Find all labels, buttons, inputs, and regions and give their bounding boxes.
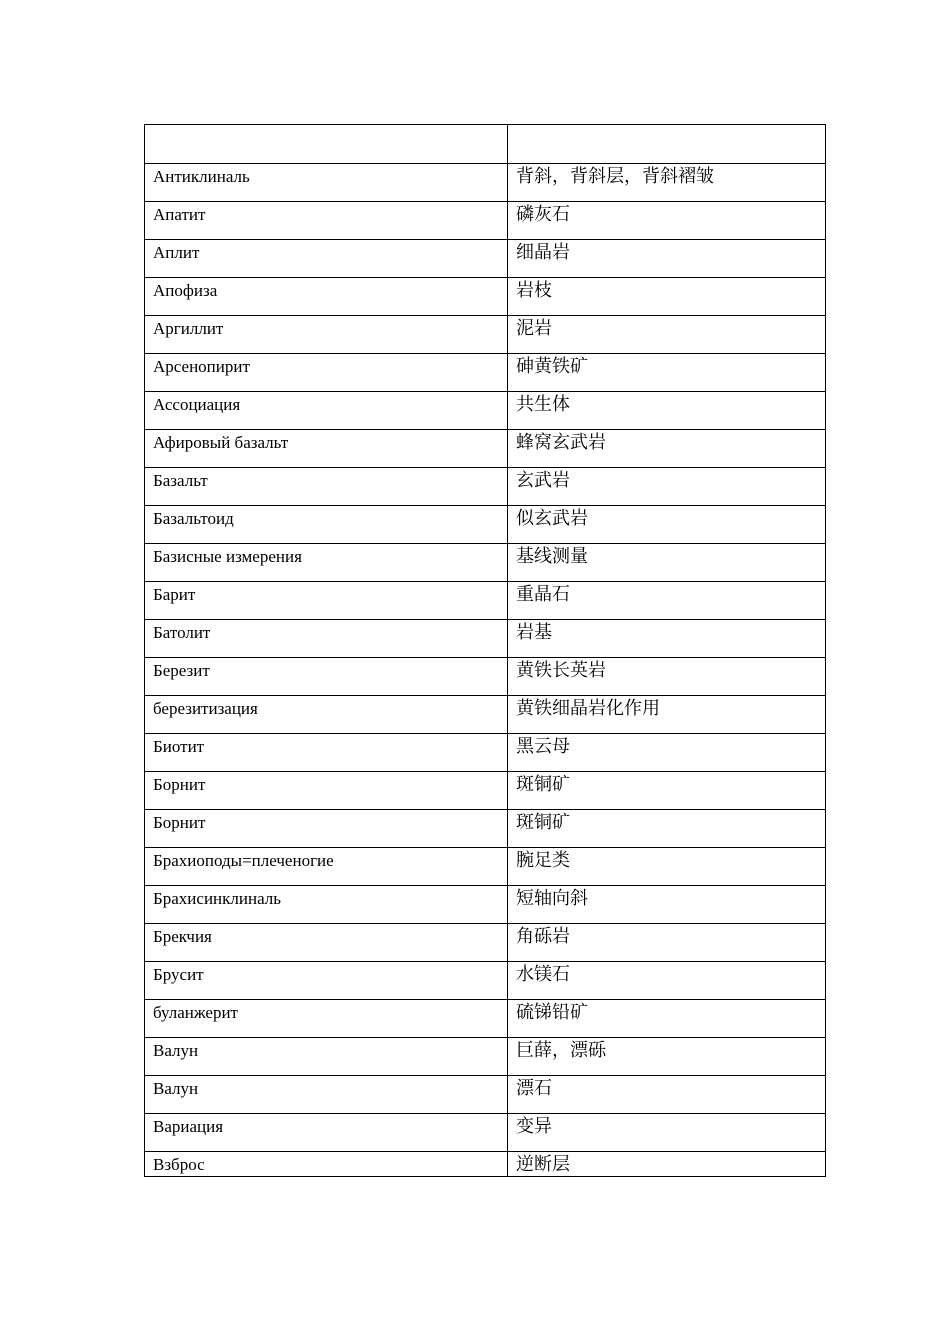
russian-term-cell — [145, 392, 508, 430]
header-russian-text — [153, 125, 499, 128]
russian-term-cell — [145, 468, 508, 506]
russian-term-cell — [145, 240, 508, 278]
russian-term: Ассоциация — [153, 395, 241, 414]
chinese-term-cell — [508, 810, 826, 848]
chinese-term-cell — [508, 848, 826, 886]
chinese-term-cell — [508, 430, 826, 468]
table-row — [145, 164, 826, 202]
table-row — [145, 620, 826, 658]
russian-term-cell — [145, 1114, 508, 1152]
russian-term: Валун — [153, 1079, 199, 1098]
header-cell-russian — [145, 125, 508, 164]
table-row — [145, 658, 826, 696]
russian-term: Базальт — [153, 471, 208, 490]
chinese-term: 腕足类 — [516, 850, 570, 871]
chinese-term-cell — [508, 772, 826, 810]
chinese-term-cell — [508, 354, 826, 392]
chinese-term: 短轴向斜 — [516, 888, 588, 909]
chinese-term-cell — [508, 658, 826, 696]
russian-term: буланжерит — [153, 1003, 238, 1022]
russian-term-cell — [145, 354, 508, 392]
chinese-term: 岩基 — [516, 622, 552, 643]
chinese-term-cell — [508, 202, 826, 240]
table-row — [145, 1114, 826, 1152]
chinese-term-cell — [508, 1038, 826, 1076]
russian-term: Брахиоподы=плеченогие — [153, 851, 334, 870]
chinese-term: 硫锑铅矿 — [516, 1002, 588, 1023]
russian-term: Барит — [153, 585, 196, 604]
chinese-term-cell — [508, 582, 826, 620]
russian-term-cell — [145, 924, 508, 962]
chinese-term-cell — [508, 886, 826, 924]
russian-term: Аргиллит — [153, 319, 224, 338]
russian-term-cell — [145, 430, 508, 468]
chinese-term: 巨薛，漂砾 — [516, 1040, 606, 1061]
chinese-term: 蜂窝玄武岩 — [516, 432, 606, 453]
table-row — [145, 924, 826, 962]
glossary-table-body — [145, 125, 826, 1177]
chinese-term: 水镁石 — [516, 964, 570, 985]
russian-term-cell — [145, 164, 508, 202]
chinese-term-cell — [508, 1000, 826, 1038]
chinese-term-cell — [508, 620, 826, 658]
russian-term: Взброс — [153, 1155, 205, 1174]
chinese-term-cell — [508, 1152, 826, 1177]
russian-term: Биотит — [153, 737, 205, 756]
chinese-term: 变异 — [516, 1116, 552, 1137]
chinese-term-cell — [508, 240, 826, 278]
russian-term: Апатит — [153, 205, 206, 224]
russian-term: Батолит — [153, 623, 211, 642]
chinese-term: 玄武岩 — [516, 470, 570, 491]
chinese-term: 砷黄铁矿 — [516, 356, 588, 377]
table-row — [145, 392, 826, 430]
chinese-term-cell — [508, 1114, 826, 1152]
russian-term: Арсенопирит — [153, 357, 250, 376]
russian-term-cell — [145, 1152, 508, 1177]
chinese-term-cell — [508, 734, 826, 772]
chinese-term: 重晶石 — [516, 584, 570, 605]
chinese-term: 逆断层 — [516, 1154, 570, 1175]
chinese-term: 似玄武岩 — [516, 508, 588, 529]
table-row — [145, 1152, 826, 1177]
chinese-term-cell — [508, 506, 826, 544]
chinese-term: 泥岩 — [516, 318, 552, 339]
russian-term-cell — [145, 734, 508, 772]
russian-term: березитизация — [153, 699, 258, 718]
russian-term: Афировый базальт — [153, 433, 289, 452]
russian-term-cell — [145, 810, 508, 848]
russian-term-cell — [145, 582, 508, 620]
chinese-term: 角砾岩 — [516, 926, 570, 947]
russian-term: Валун — [153, 1041, 199, 1060]
chinese-term-cell — [508, 392, 826, 430]
russian-term: Борнит — [153, 775, 206, 794]
table-row — [145, 468, 826, 506]
chinese-term-cell — [508, 696, 826, 734]
table-row — [145, 734, 826, 772]
chinese-term: 黄铁细晶岩化作用 — [516, 698, 660, 719]
chinese-term: 斑铜矿 — [516, 812, 570, 833]
chinese-term-cell — [508, 468, 826, 506]
table-row — [145, 544, 826, 582]
table-row — [145, 1000, 826, 1038]
russian-term-cell — [145, 620, 508, 658]
russian-term: Аплит — [153, 243, 200, 262]
table-row — [145, 202, 826, 240]
russian-term: Брекчия — [153, 927, 212, 946]
russian-term: Брусит — [153, 965, 204, 984]
russian-term-cell — [145, 1076, 508, 1114]
chinese-term-cell — [508, 1076, 826, 1114]
russian-term-cell — [145, 1000, 508, 1038]
table-row — [145, 810, 826, 848]
russian-term: Березит — [153, 661, 210, 680]
table-row — [145, 772, 826, 810]
table-row — [145, 886, 826, 924]
russian-term-cell — [145, 544, 508, 582]
header-chinese-text — [516, 125, 817, 128]
russian-term: Брахисинклиналь — [153, 889, 282, 908]
glossary-table — [144, 124, 826, 1177]
russian-term-cell — [145, 658, 508, 696]
chinese-term: 共生体 — [516, 394, 570, 415]
russian-term: Апофиза — [153, 281, 218, 300]
russian-term-cell — [145, 696, 508, 734]
table-row — [145, 1076, 826, 1114]
chinese-term: 基线测量 — [516, 546, 588, 567]
russian-term-cell — [145, 962, 508, 1000]
chinese-term: 黄铁长英岩 — [516, 660, 606, 681]
table-row — [145, 1038, 826, 1076]
russian-term-cell — [145, 316, 508, 354]
table-row — [145, 316, 826, 354]
table-row — [145, 240, 826, 278]
chinese-term: 斑铜矿 — [516, 774, 570, 795]
russian-term-cell — [145, 848, 508, 886]
chinese-term-cell — [508, 544, 826, 582]
chinese-term: 黑云母 — [516, 736, 570, 757]
russian-term: Борнит — [153, 813, 206, 832]
table-row — [145, 506, 826, 544]
chinese-term: 背斜，背斜层，背斜褶皱 — [516, 166, 714, 187]
chinese-term-cell — [508, 962, 826, 1000]
russian-term: Базисные измерения — [153, 547, 302, 566]
header-cell-chinese — [508, 125, 826, 164]
russian-term-cell — [145, 772, 508, 810]
table-row — [145, 582, 826, 620]
chinese-term-cell — [508, 278, 826, 316]
table-row — [145, 848, 826, 886]
chinese-term: 漂石 — [516, 1078, 552, 1099]
chinese-term: 岩枝 — [516, 280, 552, 301]
table-row — [145, 430, 826, 468]
russian-term-cell — [145, 886, 508, 924]
russian-term: Антиклиналь — [153, 167, 250, 186]
russian-term-cell — [145, 1038, 508, 1076]
chinese-term-cell — [508, 164, 826, 202]
chinese-term-cell — [508, 924, 826, 962]
chinese-term: 磷灰石 — [516, 204, 570, 225]
chinese-term-cell — [508, 316, 826, 354]
table-row — [145, 962, 826, 1000]
russian-term-cell — [145, 506, 508, 544]
table-header-row — [145, 125, 826, 164]
russian-term-cell — [145, 278, 508, 316]
table-row — [145, 354, 826, 392]
russian-term: Базальтоид — [153, 509, 234, 528]
russian-term: Вариация — [153, 1117, 224, 1136]
chinese-term: 细晶岩 — [516, 242, 570, 263]
table-row — [145, 696, 826, 734]
table-row — [145, 278, 826, 316]
russian-term-cell — [145, 202, 508, 240]
